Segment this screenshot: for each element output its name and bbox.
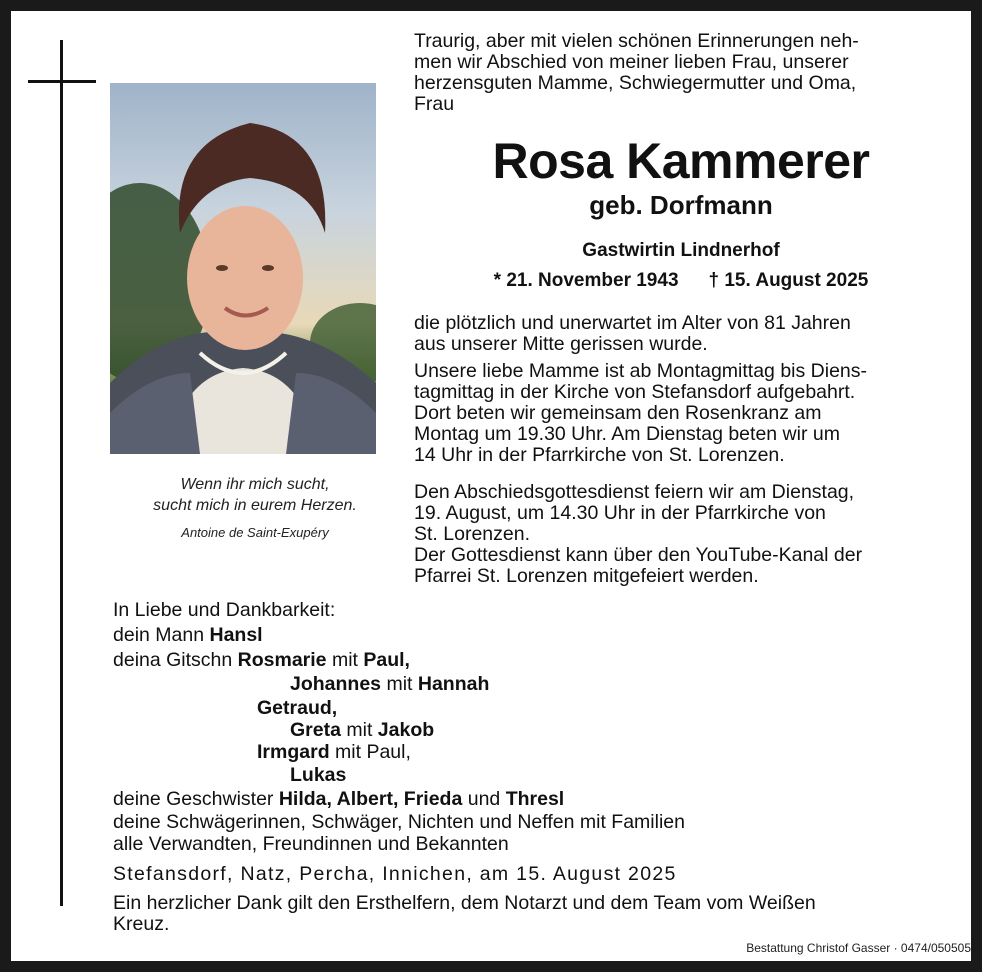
place-date: Stefansdorf, Natz, Percha, Innichen, am 15. August 2025: [113, 863, 677, 885]
portrait-illustration: [110, 83, 376, 454]
mourner-child: Irmgard mit Paul,: [257, 741, 411, 763]
funeral-home-footer: Bestattung Christof Gasser · 0474/050505: [746, 941, 971, 955]
profession: Gastwirtin Lindnerhof: [582, 240, 780, 261]
text-line: 19. August, um 14.30 Uhr in der Pfarrkirche von: [414, 502, 826, 524]
mourner-relatives: alle Verwandten, Freundinnen und Bekannten: [113, 833, 509, 855]
life-dates: [414, 269, 948, 293]
text-line: Ein herzlicher Dank gilt den Ersthelfern, dem Notarzt und dem Team vom Weißen: [113, 892, 816, 914]
quote-line: Wenn ihr mich sucht,: [180, 476, 330, 493]
text-line: Montag um 19.30 Uhr. Am Dienstag beten wir um: [414, 423, 840, 445]
thanks-text: [113, 893, 948, 935]
mourner-inlaws: deine Schwägerinnen, Schwäger, Nichten und Neffen mit Familien: [113, 811, 685, 833]
quote-line: sucht mich in eurem Herzen.: [153, 497, 357, 514]
paragraph-wake: [414, 361, 948, 466]
intro-line: Frau: [414, 93, 455, 115]
paragraph-funeral: [414, 482, 948, 587]
mourner-grandchild: Lukas: [290, 764, 347, 786]
mourner-child: deina Gitschn Rosmarie mit Paul,: [113, 649, 410, 671]
text-line: aus unserer Mitte gerissen wurde.: [414, 333, 708, 355]
text-line: tagmittag in der Kirche von Stefansdorf aufgebahrt.: [414, 381, 856, 403]
mourner-grandchild: Johannes mit Hannah: [290, 673, 490, 695]
intro-line: herzensguten Mamme, Schwiegermutter und Oma,: [414, 72, 857, 94]
mourner-siblings: deine Geschwister Hilda, Albert, Frieda und Thresl: [113, 788, 565, 810]
mourner-grandchild: Greta mit Jakob: [290, 719, 435, 741]
death-date: † 15. August 2025: [708, 270, 869, 291]
mourners-heading: In Liebe und Dankbarkeit:: [113, 599, 336, 621]
mourner-child: Getraud,: [257, 697, 338, 719]
intro-line: Traurig, aber mit vielen schönen Erinnerungen neh-: [414, 30, 859, 52]
text-line: 14 Uhr in der Pfarrkirche von St. Lorenzen.: [414, 444, 785, 466]
text-line: Der Gottesdienst kann über den YouTube-Kanal der: [414, 544, 863, 566]
cross-icon: [60, 40, 63, 906]
text-line: Den Abschiedsgottesdienst feiern wir am Dienstag,: [414, 481, 855, 503]
quote: [110, 474, 400, 543]
text-line: Kreuz.: [113, 913, 170, 935]
text-line: Unsere liebe Mamme ist ab Montagmittag bis Diens-: [414, 360, 868, 382]
intro-line: men wir Abschied von meiner lieben Frau, unserer: [414, 51, 849, 73]
quote-author: Antoine de Saint-Exupéry: [181, 525, 329, 540]
intro-text: [414, 31, 948, 115]
text-line: Dort beten wir gemeinsam den Rosenkranz am: [414, 402, 822, 424]
deceased-name: Rosa Kammerer: [492, 133, 870, 189]
portrait-photo: [110, 83, 376, 454]
text-line: die plötzlich und unerwartet im Alter von 81 Jahren: [414, 312, 851, 334]
text-line: St. Lorenzen.: [414, 523, 530, 545]
paragraph-death: [414, 313, 948, 355]
text-line: Pfarrei St. Lorenzen mitgefeiert werden.: [414, 565, 759, 587]
cross-icon-bar: [28, 80, 96, 83]
birth-name: geb. Dorfmann: [589, 190, 773, 220]
birth-date: * 21. November 1943: [493, 270, 679, 291]
mourner-husband: dein Mann Hansl: [113, 624, 263, 646]
